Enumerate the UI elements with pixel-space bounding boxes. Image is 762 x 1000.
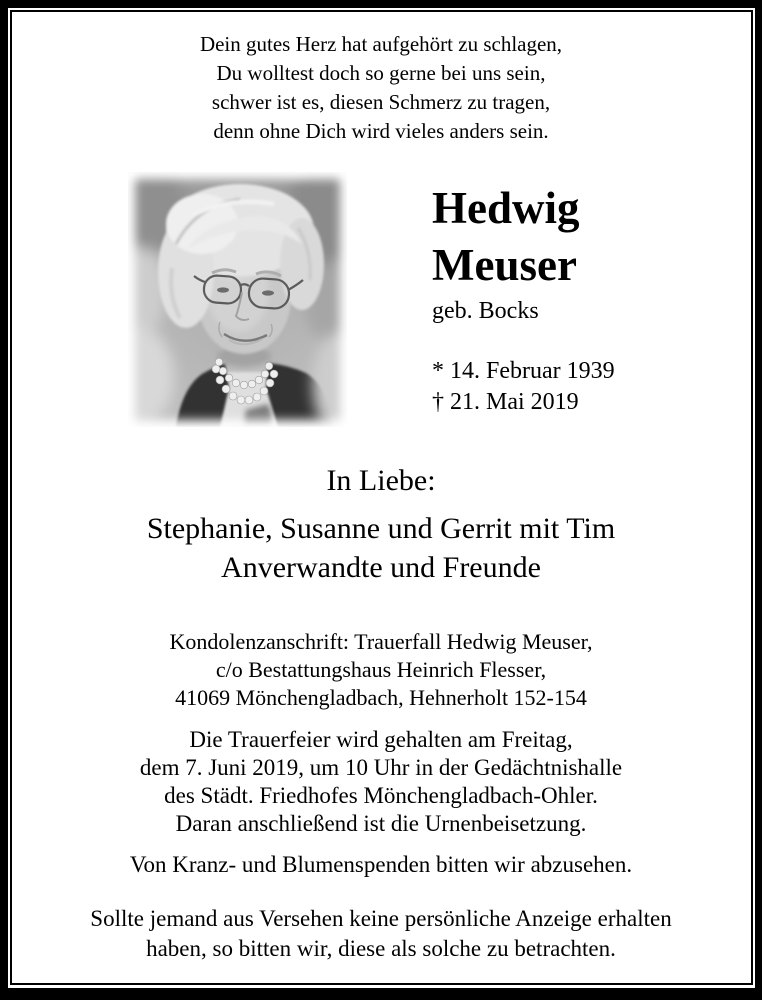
funeral-line: dem 7. Juni 2019, um 10 Uhr in der Gedächtnishalle <box>139 755 623 780</box>
memorial-verse <box>0 30 762 146</box>
deceased-first-name: Hedwig <box>432 183 580 233</box>
flowers-note: Von Kranz- und Blumenspenden bitten wir abzusehen. <box>129 852 633 877</box>
death-date: † 21. Mai 2019 <box>432 389 579 415</box>
condolence-address <box>0 628 762 712</box>
disclaimer-line: haben, so bitten wir, diese als solche zu betrachten. <box>146 936 616 961</box>
deceased-name-block <box>432 180 615 418</box>
condolence-line: Kondolenzanschrift: Trauerfall Hedwig Meuser, <box>169 629 593 654</box>
deceased-last-name: Meuser <box>432 240 577 290</box>
disclaimer-line: Sollte jemand aus Versehen keine persönliche Anzeige erhalten <box>90 906 672 931</box>
condolence-line: c/o Bestattungshaus Heinrich Flesser, <box>215 657 547 682</box>
mourners-names <box>0 509 762 587</box>
funeral-line: Daran anschließend ist die Urnenbeisetzung. <box>175 811 587 836</box>
portrait-photo-illustration <box>128 172 347 427</box>
funeral-line: des Städt. Friedhofes Mönchengladbach-Ohler. <box>164 783 598 808</box>
maiden-name: geb. Bocks <box>432 298 539 324</box>
life-dates <box>432 356 615 418</box>
mourners-line: Anverwandte und Freunde <box>221 551 541 584</box>
condolence-line: 41069 Mönchengladbach, Hehnerholt 152-154 <box>175 685 587 710</box>
verse-line: schwer ist es, diesen Schmerz zu tragen, <box>211 90 551 114</box>
funeral-line: Die Trauerfeier wird gehalten am Freitag, <box>189 727 573 752</box>
verse-line: Du wolltest doch so gerne bei uns sein, <box>216 61 546 85</box>
funeral-information <box>0 726 762 838</box>
mourning-intro: In Liebe: <box>326 464 436 497</box>
verse-line: Dein gutes Herz hat aufgehört zu schlagen, <box>199 32 563 56</box>
portrait-photo <box>128 172 347 427</box>
notice-disclaimer <box>0 904 762 964</box>
birth-date: * 14. Februar 1939 <box>432 358 615 384</box>
verse-line: denn ohne Dich wird vieles anders sein. <box>213 119 549 143</box>
mourners-line: Stephanie, Susanne und Gerrit mit Tim <box>146 512 616 545</box>
